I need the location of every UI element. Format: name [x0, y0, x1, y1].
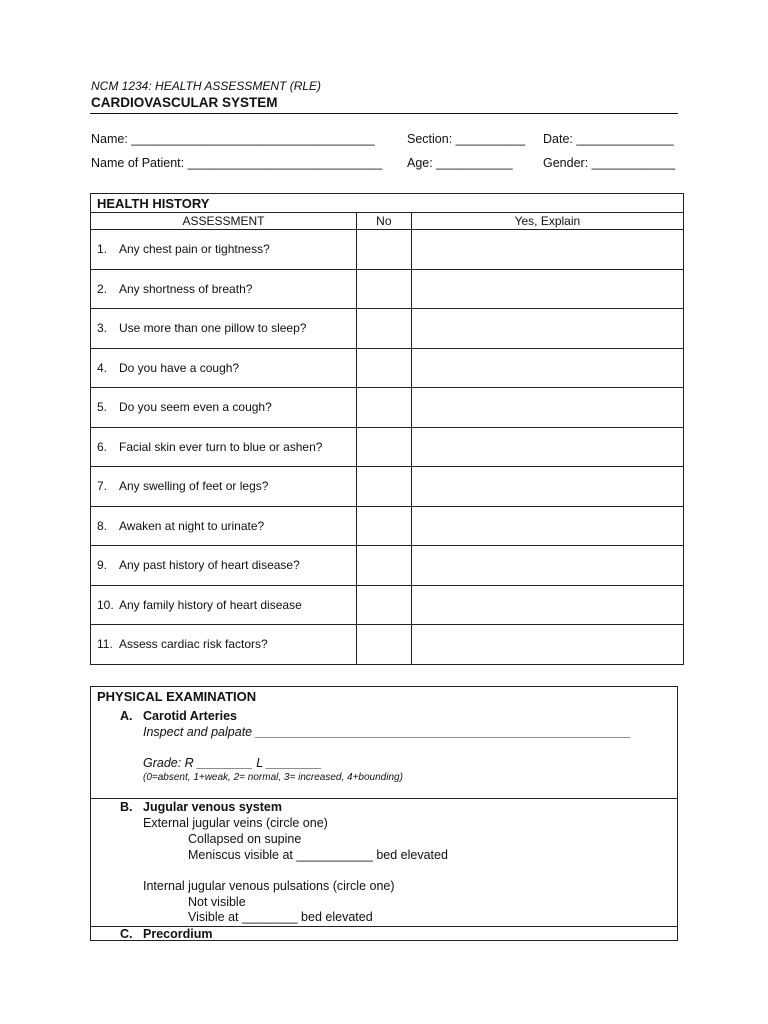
jugular-venous-title: Jugular venous system: [143, 800, 282, 814]
yes-explain-cell[interactable]: [411, 427, 683, 467]
no-answer-cell[interactable]: [356, 230, 411, 270]
no-answer-cell[interactable]: [356, 427, 411, 467]
question-text: Assess cardiac risk factors?: [119, 637, 268, 652]
table-row: [91, 625, 684, 665]
age-field[interactable]: Age: ___________: [407, 156, 513, 170]
no-answer-cell[interactable]: [356, 467, 411, 507]
question-cell: [91, 230, 357, 270]
table-row: [91, 269, 684, 309]
no-answer-cell[interactable]: [356, 585, 411, 625]
table-row: [91, 388, 684, 428]
yes-explain-cell[interactable]: [411, 348, 683, 388]
question-cell: [91, 269, 357, 309]
question-cell: [91, 585, 357, 625]
page-title: CARDIOVASCULAR SYSTEM: [91, 95, 278, 110]
question-number: 6.: [97, 439, 108, 454]
question-number: 4.: [97, 360, 108, 375]
question-text: Do you have a cough?: [119, 360, 240, 375]
question-number: 3.: [97, 321, 108, 336]
yes-explain-cell[interactable]: [411, 467, 683, 507]
question-number: 8.: [97, 518, 108, 533]
question-text: Any swelling of feet or legs?: [119, 479, 269, 494]
question-number: 9.: [97, 558, 108, 573]
precordium-title: Precordium: [143, 927, 213, 941]
question-number: 1.: [97, 242, 108, 257]
question-cell: [91, 506, 357, 546]
no-answer-cell[interactable]: [356, 269, 411, 309]
health-history-title: HEALTH HISTORY: [91, 194, 684, 213]
inspect-palpate-field[interactable]: Inspect and palpate ______________________________________________________: [143, 725, 631, 739]
question-number: 11.: [97, 637, 113, 652]
name-field[interactable]: Name: ___________________________________: [91, 132, 375, 146]
yes-explain-cell[interactable]: [411, 546, 683, 586]
question-number: 7.: [97, 479, 108, 494]
table-row: [91, 467, 684, 507]
question-text: Any shortness of breath?: [119, 281, 253, 296]
yes-explain-cell[interactable]: [411, 269, 683, 309]
table-row: [91, 427, 684, 467]
column-yes-explain: Yes, Explain: [411, 213, 683, 230]
internal-jugular-label: Internal jugular venous pulsations (circle one): [143, 879, 395, 893]
external-jugular-label: External jugular veins (circle one): [143, 816, 328, 830]
table-row: [91, 309, 684, 349]
no-answer-cell[interactable]: [356, 348, 411, 388]
table-row: [91, 230, 684, 270]
question-text: Do you seem even a cough?: [119, 400, 272, 415]
section-divider: [91, 798, 677, 799]
question-text: Any family history of heart disease: [119, 597, 302, 612]
option-not-visible[interactable]: Not visible: [188, 895, 246, 909]
column-no: No: [356, 213, 411, 230]
carotid-grade-field[interactable]: Grade: R ________ L ________: [143, 756, 323, 770]
section-b-label: B.: [120, 800, 133, 814]
yes-explain-cell[interactable]: [411, 230, 683, 270]
section-field[interactable]: Section: __________: [407, 132, 526, 146]
yes-explain-cell[interactable]: [411, 309, 683, 349]
question-text: Use more than one pillow to sleep?: [119, 321, 307, 336]
grade-scale-note: (0=absent, 1+weak, 2= normal, 3= increased, 4+bounding): [143, 772, 403, 783]
physical-exam-title: PHYSICAL EXAMINATION: [97, 689, 257, 704]
yes-explain-cell[interactable]: [411, 585, 683, 625]
option-collapsed-supine[interactable]: Collapsed on supine: [188, 832, 302, 846]
question-text: Facial skin ever turn to blue or ashen?: [119, 439, 323, 454]
health-history-table: [90, 193, 684, 665]
no-answer-cell[interactable]: [356, 309, 411, 349]
question-cell: [91, 388, 357, 428]
no-answer-cell[interactable]: [356, 506, 411, 546]
question-cell: [91, 427, 357, 467]
no-answer-cell[interactable]: [356, 546, 411, 586]
question-number: 10.: [97, 597, 114, 612]
question-cell: [91, 309, 357, 349]
course-title: NCM 1234: HEALTH ASSESSMENT (RLE): [91, 79, 322, 93]
table-row: [91, 585, 684, 625]
option-meniscus-visible[interactable]: Meniscus visible at ___________ bed elevated: [188, 848, 448, 862]
section-c-label: C.: [120, 927, 133, 941]
gender-field[interactable]: Gender: ____________: [543, 156, 676, 170]
yes-explain-cell[interactable]: [411, 625, 683, 665]
date-field[interactable]: Date: ______________: [543, 132, 674, 146]
table-row: [91, 546, 684, 586]
yes-explain-cell[interactable]: [411, 388, 683, 428]
patient-name-field[interactable]: Name of Patient: ____________________________: [91, 156, 383, 170]
question-number: 5.: [97, 400, 108, 415]
physical-exam-box: [90, 686, 678, 941]
section-a-label: A.: [120, 709, 133, 723]
option-visible-at[interactable]: Visible at ________ bed elevated: [188, 910, 373, 924]
question-cell: [91, 625, 357, 665]
question-cell: [91, 467, 357, 507]
yes-explain-cell[interactable]: [411, 506, 683, 546]
question-cell: [91, 546, 357, 586]
table-row: [91, 348, 684, 388]
question-text: Awaken at night to urinate?: [119, 518, 265, 533]
no-answer-cell[interactable]: [356, 388, 411, 428]
question-number: 2.: [97, 281, 108, 296]
table-row: [91, 506, 684, 546]
no-answer-cell[interactable]: [356, 625, 411, 665]
question-text: Any chest pain or tightness?: [119, 242, 270, 257]
column-assessment: ASSESSMENT: [91, 213, 357, 230]
carotid-arteries-title: Carotid Arteries: [143, 709, 238, 723]
question-text: Any past history of heart disease?: [119, 558, 300, 573]
title-divider: [90, 113, 678, 114]
question-cell: [91, 348, 357, 388]
